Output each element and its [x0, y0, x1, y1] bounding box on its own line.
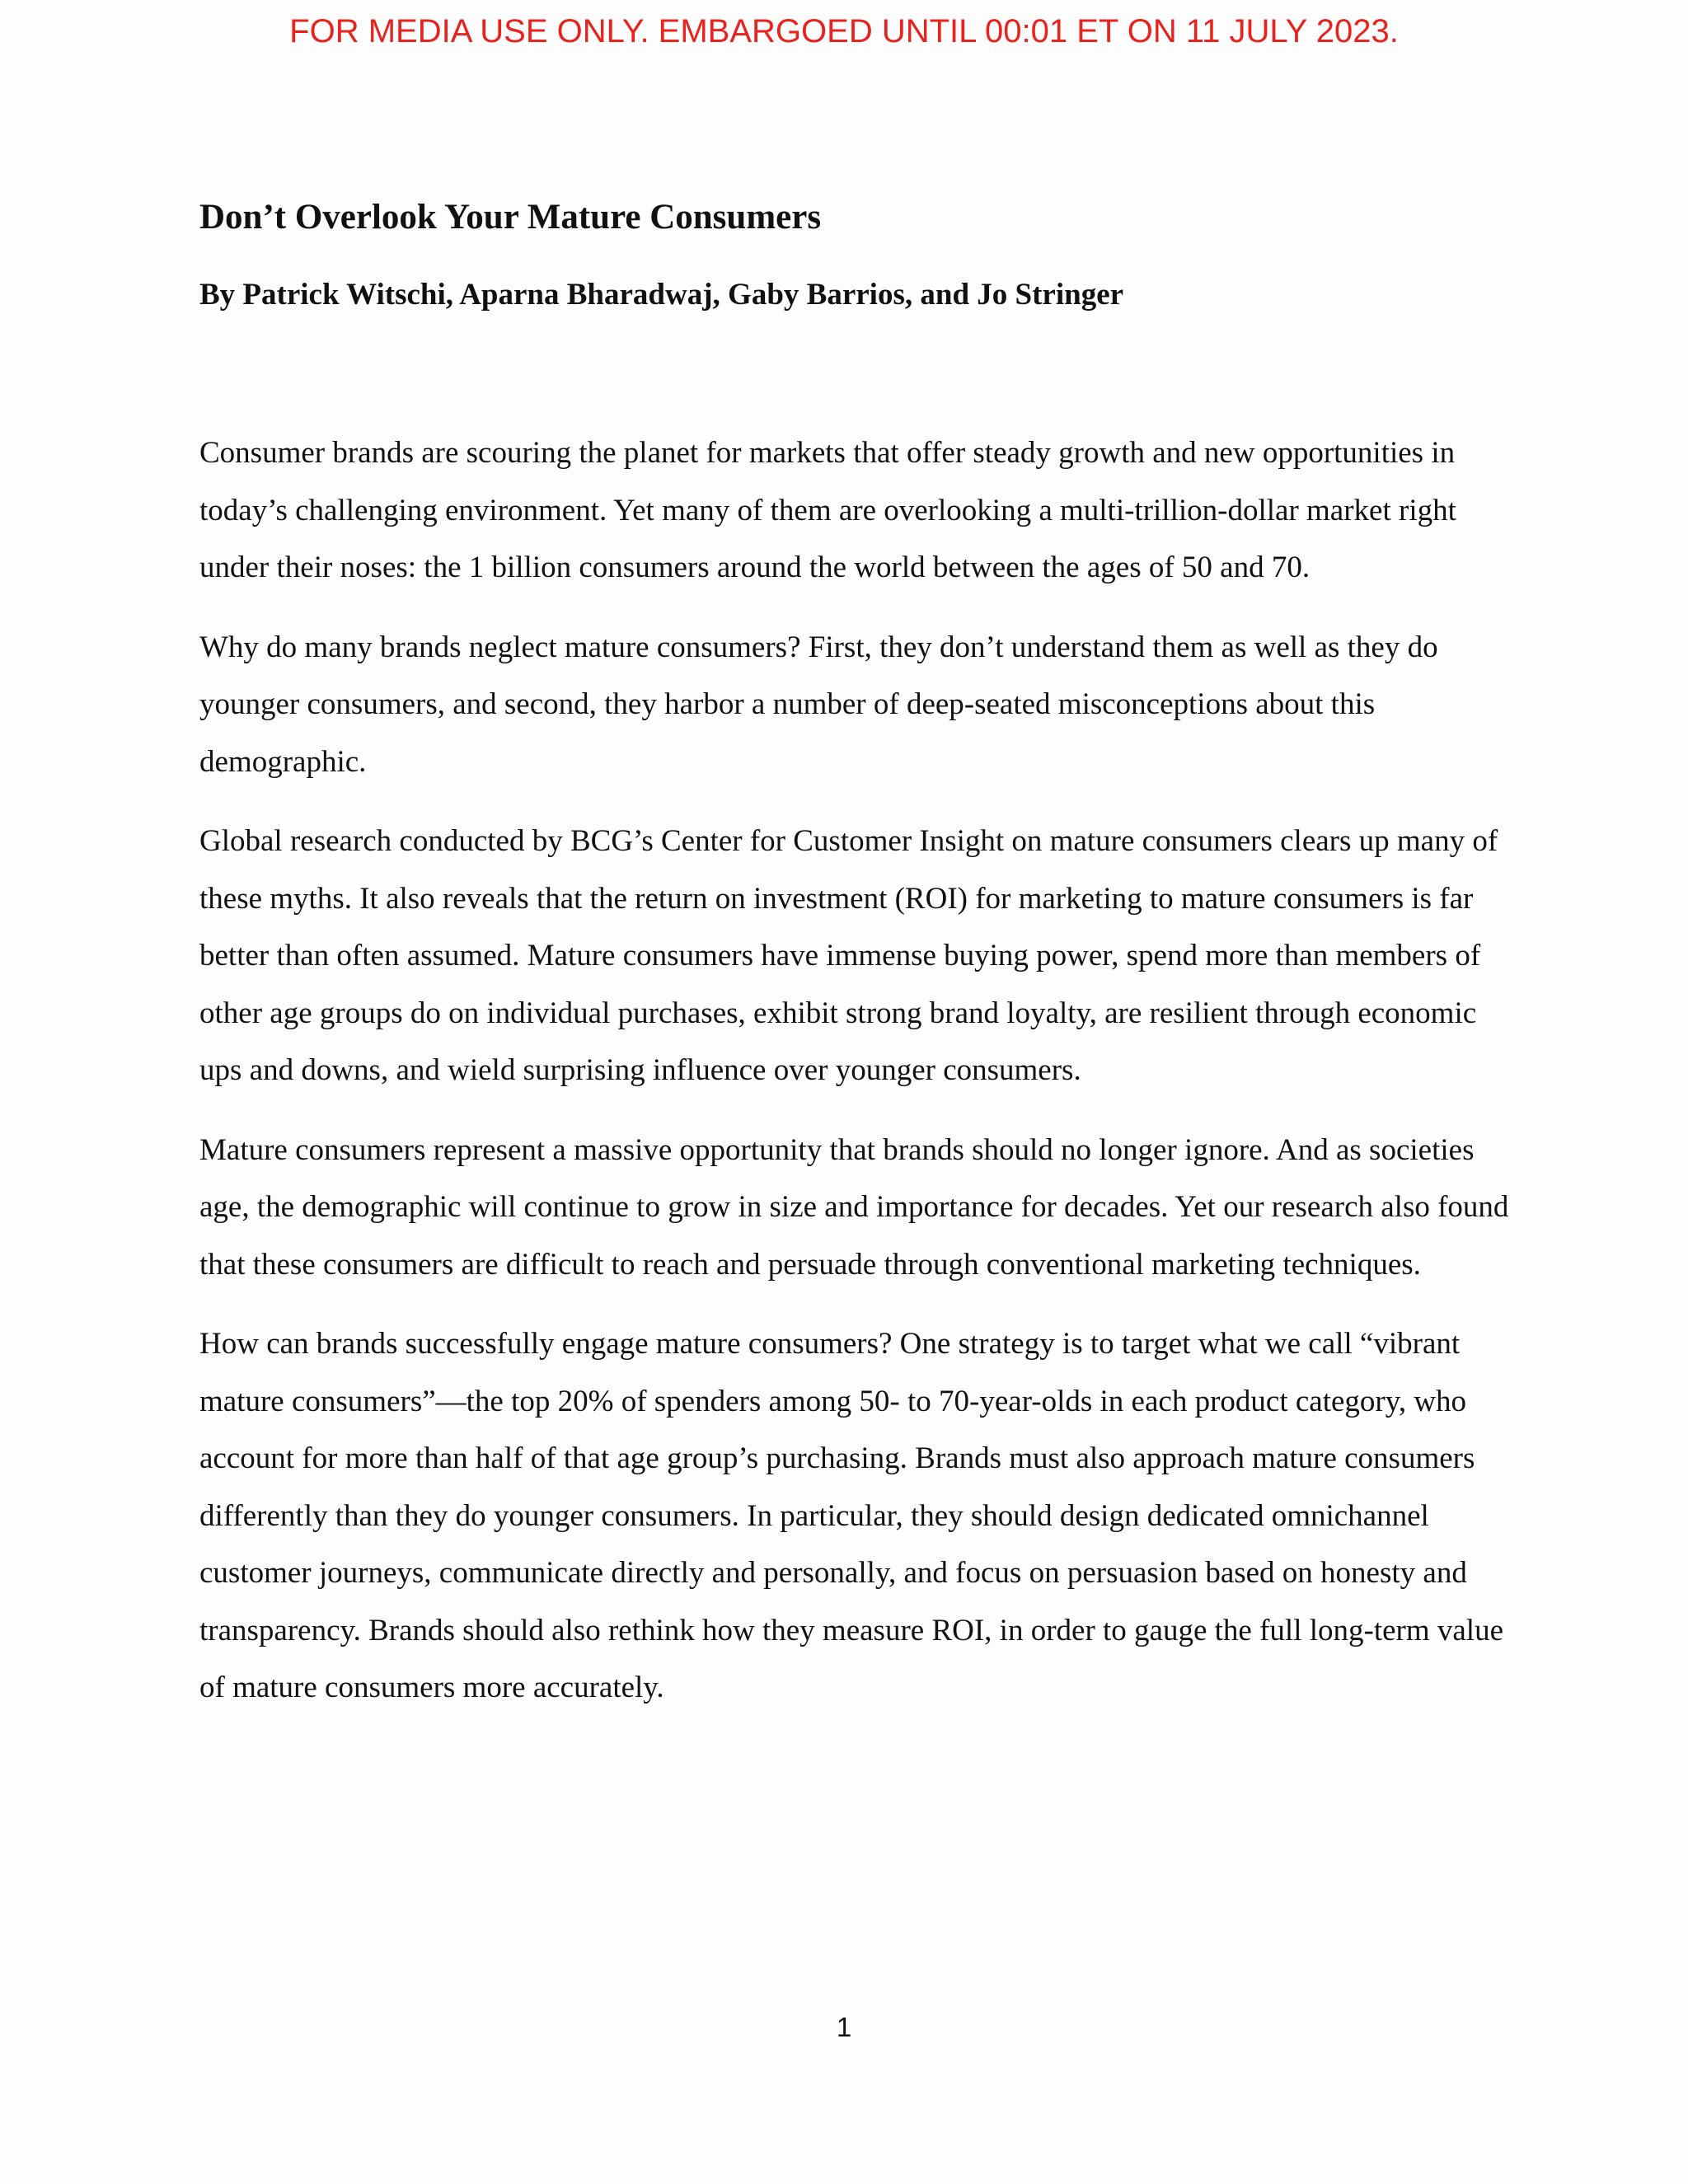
paragraph-intro: Consumer brands are scouring the planet for markets that offer steady growth and new opportunities in today’s challenging environment. Yet many of them are overlooking a multi-trillion-dollar market right under their noses: the 1 billion consumers around the world between the ages of 50 and 70. [199, 436, 1456, 584]
page-number: 1 [836, 2012, 852, 2042]
paragraph-opportunity: Mature consumers represent a massive opportunity that brands should no longer ignore. And as societies age, the demographic will continue to grow in size and importance for decades. Yet our research also found that these consumers are difficult to reach and persuade through conventional marketing techniques. [199, 1132, 1509, 1282]
embargo-notice: FOR MEDIA USE ONLY. EMBARGOED UNTIL 00:01 ET ON 11 JULY 2023. [289, 13, 1399, 49]
article-title: Don’t Overlook Your Mature Consumers [199, 198, 822, 237]
paragraph-neglect: Why do many brands neglect mature consumers? First, they don’t understand them as well as they do younger consumers, and second, they harbor a number of deep-seated misconceptions about this demographic. [199, 630, 1438, 779]
paragraph-research: Global research conducted by BCG’s Center for Customer Insight on mature consumers clears up many of these myths. It also reveals that the return on investment (ROI) for marketing to mature consumers is far better than often assumed. Mature consumers have immense buying power, spend more than members of other age groups do on individual purchases, exhibit strong brand loyalty, are resilient through economic ups and downs, and wield surprising influence over younger consumers. [199, 824, 1498, 1087]
article-byline: By Patrick Witschi, Aparna Bharadwaj, Gaby Barrios, and Jo Stringer [199, 278, 1124, 312]
paragraph-strategy: How can brands successfully engage mature consumers? One strategy is to target what we call “vibrant mature consumers”—the top 20% of spenders among 50- to 70-year-olds in each product category, who account for more than half of that age group’s purchasing. Brands must also approach mature consumers differently than they do younger consumers. In particular, they should design dedicated omnichannel customer journeys, communicate directly and personally, and focus on persuasion based on honesty and transparency. Brands should also rethink how they measure ROI, in order to gauge the full long-term value of mature consumers more accurately. [199, 1327, 1504, 1704]
article-body [199, 194, 1510, 1739]
